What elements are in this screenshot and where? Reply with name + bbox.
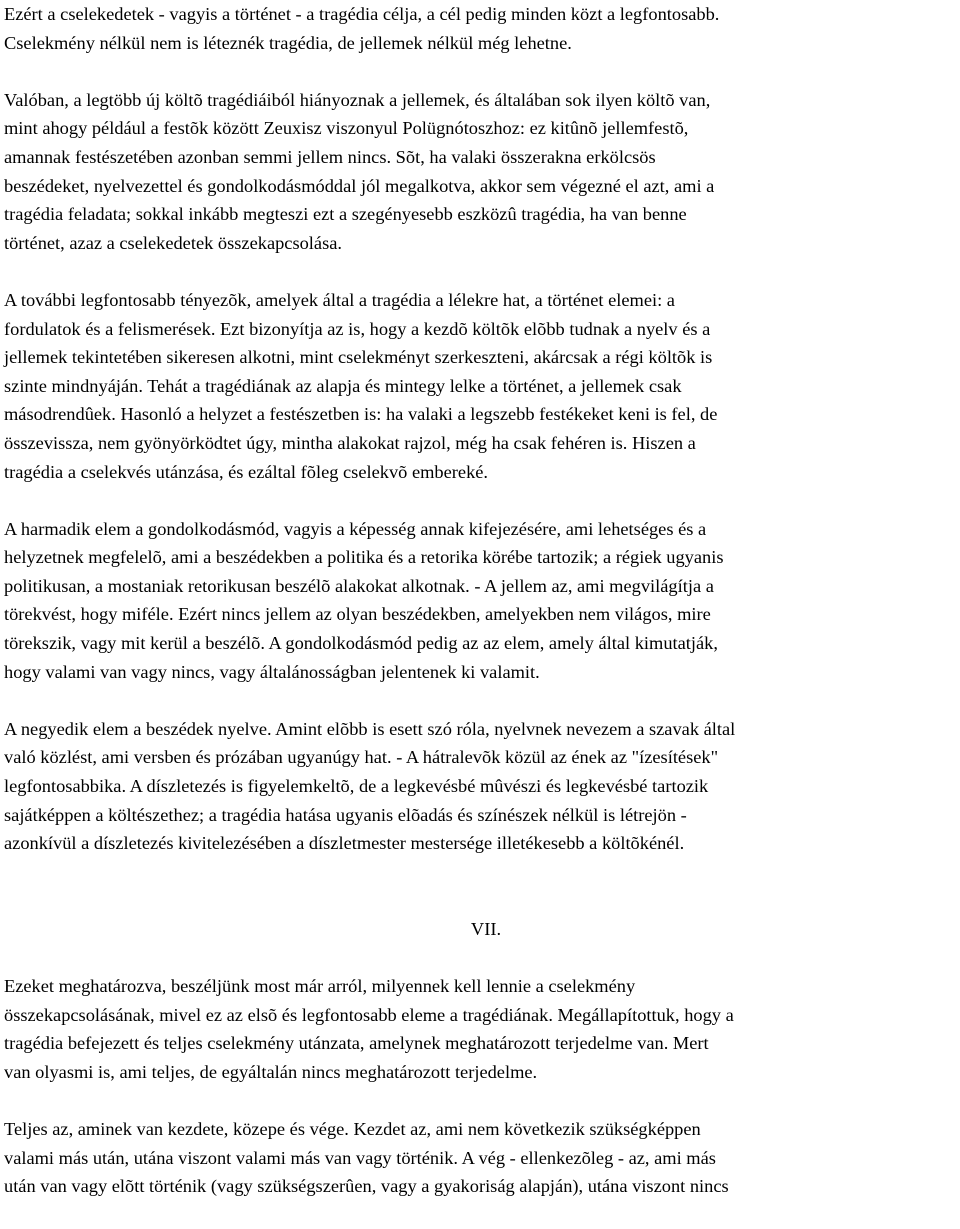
- text-line: tragédia feladata; sokkal inkább megteszi ezt a szegényesebb eszközû tragédia, ha van benne: [4, 204, 687, 225]
- text-line: A harmadik elem a gondolkodásmód, vagyis a képesség annak kifejezésére, ami lehetséges és a: [4, 518, 707, 539]
- paragraph-3: [4, 286, 960, 486]
- text-line: után van vagy elõtt történik (vagy szükségszerûen, vagy a gyakoriság alapján), utána viszont nincs: [4, 1176, 729, 1197]
- text-line: történet, azaz a cselekedetek összekapcsolása.: [4, 232, 342, 253]
- text-line: sajátképpen a költészethez; a tragédia hatása ugyanis elõadás és színészek nélkül is létrejön -: [4, 804, 687, 825]
- paragraph-spacer: [4, 858, 960, 887]
- text-line: tragédia a cselekvés utánzása, és ezáltal fõleg cselekvõ embereké.: [4, 461, 489, 482]
- text-line: Cselekmény nélkül nem is léteznék tragédia, de jellemek nélkül még lehetne.: [4, 32, 572, 53]
- text-line: tragédia befejezett és teljes cselekmény utánzata, amelynek meghatározott terjedelme van. Mert: [4, 1033, 709, 1054]
- text-line: Ezért a cselekedetek - vagyis a történet - a tragédia célja, a cél pedig minden közt a legfontosabb.: [4, 4, 720, 24]
- text-line: Valóban, a legtöbb új költõ tragédiáiból hiányoznak a jellemek, és általában sok ilyen költõ van,: [4, 89, 711, 110]
- paragraph-spacer: [4, 486, 960, 515]
- text-line: Teljes az, aminek van kezdete, közepe és vége. Kezdet az, ami nem következik szükségképpen: [4, 1119, 701, 1140]
- paragraph-spacer: [4, 257, 960, 286]
- paragraph-4: [4, 515, 960, 687]
- section-heading: VII.: [470, 919, 502, 939]
- text-line: valami más után, utána viszont valami más van vagy történik. A vég - ellenkezõleg - az, ami más: [4, 1147, 716, 1168]
- text-line: amannak festészetében azonban semmi jellem nincs. Sõt, ha valaki összerakna erkölcsös: [4, 146, 656, 167]
- text-line: beszédeket, nyelvezettel és gondolkodásmóddal jól megalkotva, akkor sem végezné el azt, ami a: [4, 175, 715, 196]
- text-line: A további legfontosabb tényezõk, amelyek által a tragédia a lélekre hat, a történet elemei: a: [4, 289, 675, 310]
- paragraph-6: [4, 972, 960, 1086]
- text-line: azonkívül a díszletezés kivitelezésében a díszletmester mestersége illetékesebb a költõkénél.: [4, 833, 685, 854]
- text-line: A negyedik elem a beszédek nyelve. Amint elõbb is esett szó róla, nyelvnek nevezem a szavak által: [4, 718, 736, 739]
- text-line: jellemek tekintetében sikeresen alkotni, mint cselekményt szerkeszteni, akárcsak a régi költõk is: [4, 347, 713, 368]
- text-line: összekapcsolásának, mivel ez az elsõ és legfontosabb eleme a tragédiának. Megállapítottuk, hogy a: [4, 1004, 734, 1025]
- text-line: hogy valami van vagy nincs, vagy általánosságban jelentenek ki valamit.: [4, 661, 540, 682]
- text-line: van olyasmi is, ami teljes, de egyáltalán nincs meghatározott terjedelme.: [4, 1061, 538, 1082]
- text-line: fordulatok és a felismerések. Ezt bizonyítja az is, hogy a kezdõ költõk elõbb tudnak a nyelv és a: [4, 318, 711, 339]
- text-line: helyzetnek megfelelõ, ami a beszédekben a politika és a retorika körébe tartozik; a régiek ugyanis: [4, 547, 724, 568]
- paragraph-spacer: [4, 686, 960, 715]
- paragraph-7: [4, 1115, 960, 1201]
- text-line: másodrendûek. Hasonló a helyzet a festészetben is: ha valaki a legszebb festékeket keni is fel, de: [4, 404, 718, 425]
- paragraph-spacer: [4, 886, 960, 915]
- text-line: szinte mindnyáján. Tehát a tragédiának az alapja és mintegy lelke a történet, a jellemek csak: [4, 375, 682, 396]
- paragraph-spacer: [4, 57, 960, 86]
- document-body: [4, 0, 960, 1201]
- paragraph-1: [4, 0, 960, 57]
- text-line: törekszik, vagy mit kerül a beszélõ. A gondolkodásmód pedig az az elem, amely által kimutatják,: [4, 633, 718, 654]
- text-line: való közlést, ami versben és prózában ugyanúgy hat. - A hátralevõk közül az ének az "ízesítések": [4, 747, 719, 768]
- paragraph-spacer: [4, 944, 960, 973]
- text-line: legfontosabbika. A díszletezés is figyelemkeltõ, de a legkevésbé mûvészi és legkevésbé tartozik: [4, 776, 709, 797]
- text-line: törekvést, hogy miféle. Ezért nincs jellem az olyan beszédekben, amelyekben nem világos, mire: [4, 604, 711, 625]
- text-line: Ezeket meghatározva, beszéljünk most már arról, milyennek kell lennie a cselekmény: [4, 976, 636, 997]
- paragraph-5: [4, 715, 960, 858]
- text-line: politikusan, a mostaniak retorikusan beszélõ alakokat alkotnak. - A jellem az, ami megvilágítja a: [4, 575, 714, 596]
- text-line: összevissza, nem gyönyörködtet úgy, mintha alakokat rajzol, még ha csak fehéren is. Hiszen a: [4, 432, 696, 453]
- paragraph-spacer: [4, 1087, 960, 1116]
- text-line: mint ahogy például a festõk között Zeuxisz viszonyul Polügnótoszhoz: ez kitûnõ jellemfestõ,: [4, 118, 689, 139]
- paragraph-2: [4, 86, 960, 258]
